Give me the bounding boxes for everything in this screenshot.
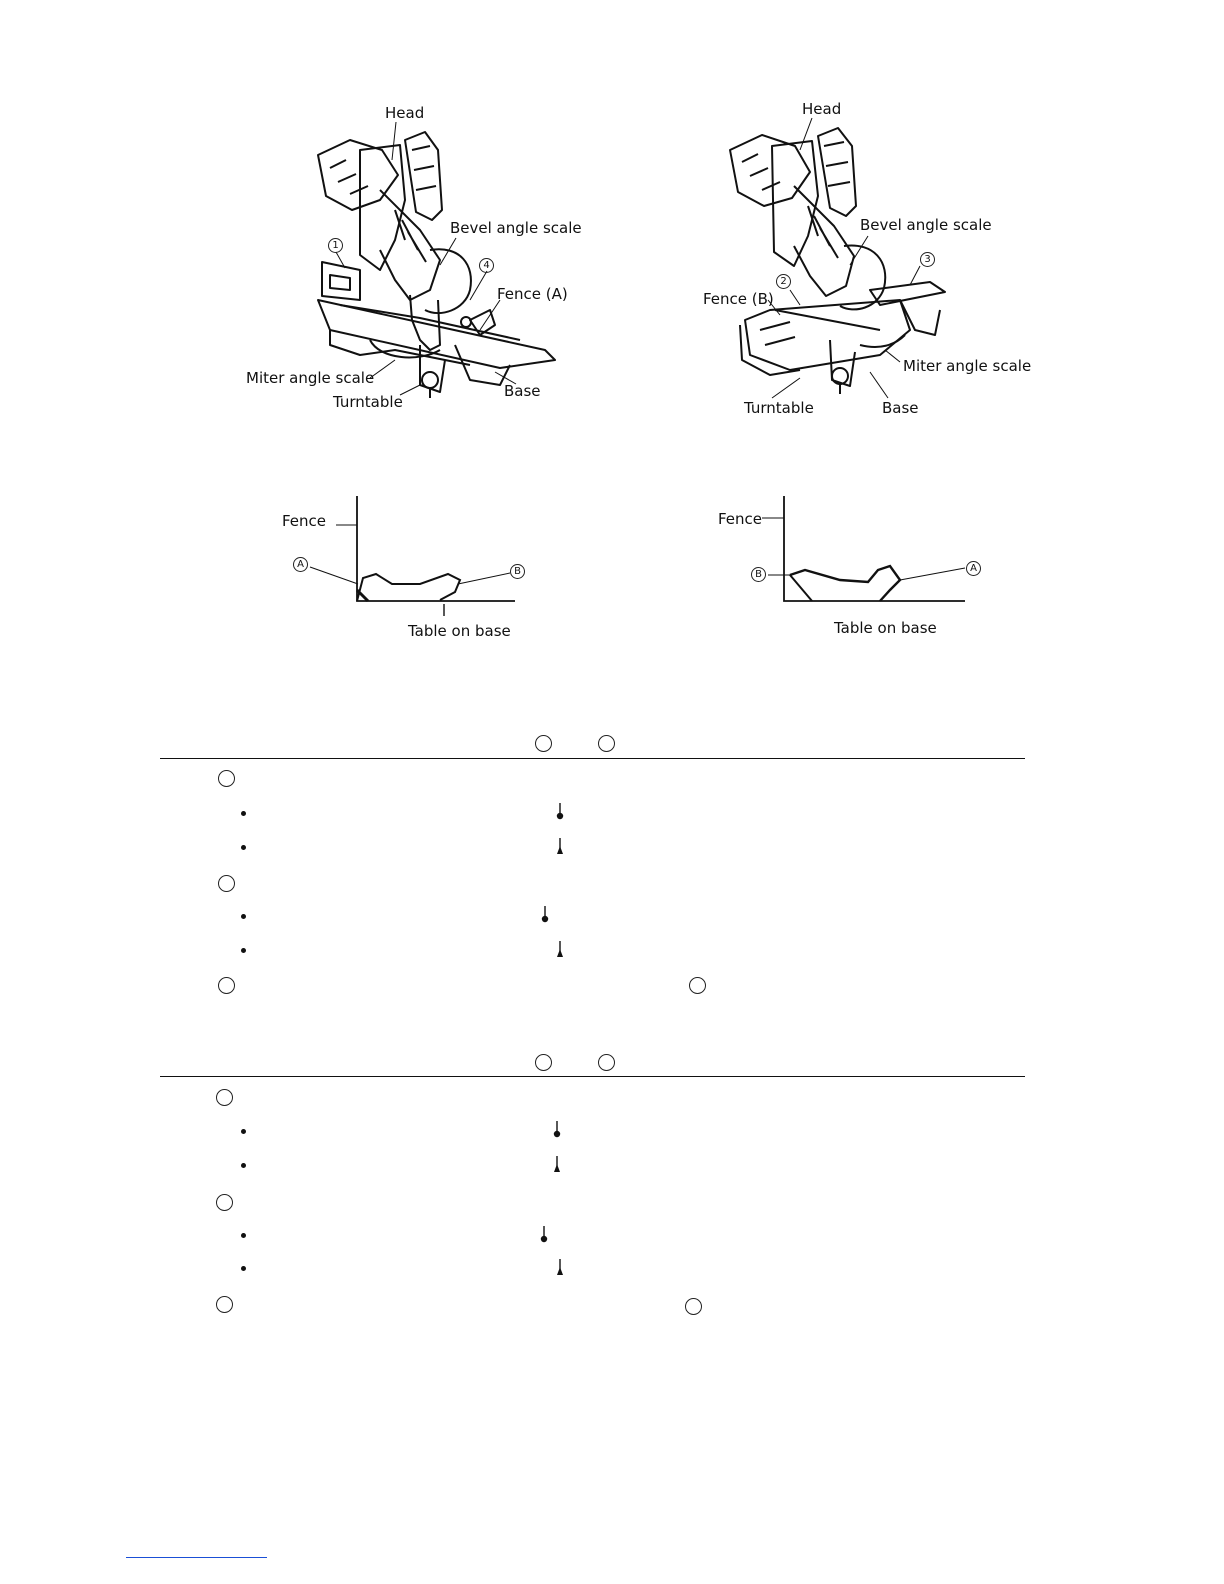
pin-dot-icon: [540, 906, 550, 924]
cross-section-right: [0, 0, 1224, 700]
heading-circle-2: [598, 735, 615, 752]
footer-link-underline[interactable]: [126, 1557, 267, 1558]
bevel-angle-scale-label-left: Bevel angle scale: [450, 219, 582, 237]
point-a-left: A: [293, 557, 308, 572]
turntable-label-right: Turntable: [744, 399, 814, 417]
table-on-base-label-right: Table on base: [834, 619, 937, 637]
step-circle-1: [218, 770, 235, 787]
bullet: [241, 948, 246, 953]
bullet: [241, 811, 246, 816]
pin-dot-icon: [555, 803, 565, 821]
callout-2: 2: [776, 274, 791, 289]
step-circle-8: [685, 1298, 702, 1315]
bullet: [241, 914, 246, 919]
heading-circle-1: [535, 735, 552, 752]
callout-1: 1: [328, 238, 343, 253]
pin-spike-icon: [555, 1259, 565, 1277]
bullet: [241, 1129, 246, 1134]
section-divider-1: [160, 758, 1025, 759]
heading-circle-3: [535, 1054, 552, 1071]
heading-circle-4: [598, 1054, 615, 1071]
pin-spike-icon: [552, 1156, 562, 1174]
miter-angle-scale-label-right: Miter angle scale: [903, 357, 1032, 375]
base-label-right: Base: [882, 399, 919, 417]
point-b-left: B: [510, 564, 525, 579]
point-a-right: A: [966, 561, 981, 576]
section-divider-2: [160, 1076, 1025, 1077]
table-on-base-label-left: Table on base: [408, 622, 511, 640]
bullet: [241, 1233, 246, 1238]
pin-dot-icon: [552, 1121, 562, 1139]
head-label-left: Head: [385, 104, 425, 122]
point-b-right: B: [751, 567, 766, 582]
bullet: [241, 845, 246, 850]
bullet: [241, 1163, 246, 1168]
miter-angle-scale-label-left: Miter angle scale: [246, 369, 375, 387]
head-label-right: Head: [802, 100, 842, 118]
fence-a-label: Fence (A): [497, 285, 568, 303]
callout-4: 4: [479, 258, 494, 273]
pin-dot-icon: [539, 1226, 549, 1244]
turntable-label-left: Turntable: [333, 393, 403, 411]
base-label-left: Base: [504, 382, 541, 400]
callout-3: 3: [920, 252, 935, 267]
step-circle-7: [216, 1296, 233, 1313]
fence-label-left: Fence: [282, 512, 327, 530]
fence-label-right: Fence: [718, 510, 763, 528]
step-circle-5: [216, 1089, 233, 1106]
bullet: [241, 1266, 246, 1271]
step-circle-6: [216, 1194, 233, 1211]
step-circle-3: [218, 977, 235, 994]
fence-b-label: Fence (B): [703, 290, 774, 308]
step-circle-2: [218, 875, 235, 892]
pin-spike-icon: [555, 838, 565, 856]
step-circle-4: [689, 977, 706, 994]
pin-spike-icon: [555, 941, 565, 959]
bevel-angle-scale-label-right: Bevel angle scale: [860, 216, 992, 234]
